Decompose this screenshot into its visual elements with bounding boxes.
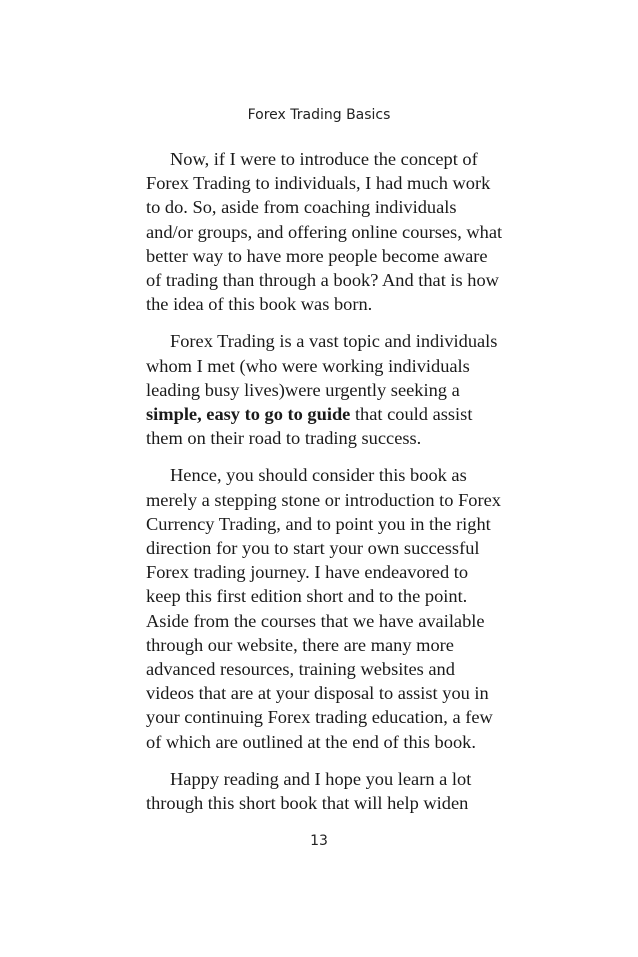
text-line: Happy reading and I hope you learn a lot [170,768,472,789]
text-line: to do. So, aside from coaching individuals [146,197,457,218]
bold-phrase: simple, easy to go to guide [146,404,351,425]
text-line: videos that are at your disposal to assist you in [146,683,489,704]
text-line: keep this first edition short and to the point. [146,586,468,607]
text-line: of which are outlined at the end of this book. [146,731,476,752]
text-line: leading busy lives)were urgently seeking a [146,379,460,400]
text-line: and/or groups, and offering online courses, what [146,221,503,242]
text-line: Now, if I were to introduce the concept of [170,149,478,169]
text-line: Forex Trading is a vast topic and individuals [170,331,498,352]
text-line: through this short book that will help widen [146,793,469,814]
page-number: 13 [310,833,328,849]
text-line: through our website, there are many more [146,634,454,655]
text-line: direction for you to start your own successful [146,538,480,559]
text-line: advanced resources, training websites and [146,659,455,680]
text-line: Forex Trading to individuals, I had much work [146,173,491,194]
paragraph-2 [146,329,506,450]
text-line: Aside from the courses that we have available [146,610,485,631]
text-line: your continuing Forex trading education, a few [146,707,493,728]
text-line: better way to have more people become aware [146,245,488,266]
text-line: the idea of this book was born. [146,294,373,315]
text-line: Hence, you should consider this book as [170,465,467,486]
paragraph-3 [146,463,506,753]
text-line: them on their road to trading success. [146,428,422,449]
body-text [146,147,506,815]
text-line: of trading than through a book? And that is how [146,270,499,291]
paragraph-4 [146,767,506,815]
text-line: merely a stepping stone or introduction to Forex [146,489,501,510]
text-line-with-emphasis [146,402,506,426]
text-line: Forex trading journey. I have endeavored to [146,562,469,583]
text-line: whom I met (who were working individuals [146,355,470,376]
running-header: Forex Trading Basics [247,107,391,123]
text-line: Currency Trading, and to point you in the right [146,513,491,534]
text-fragment: that could assist [350,404,473,425]
paragraph-1 [146,147,506,316]
